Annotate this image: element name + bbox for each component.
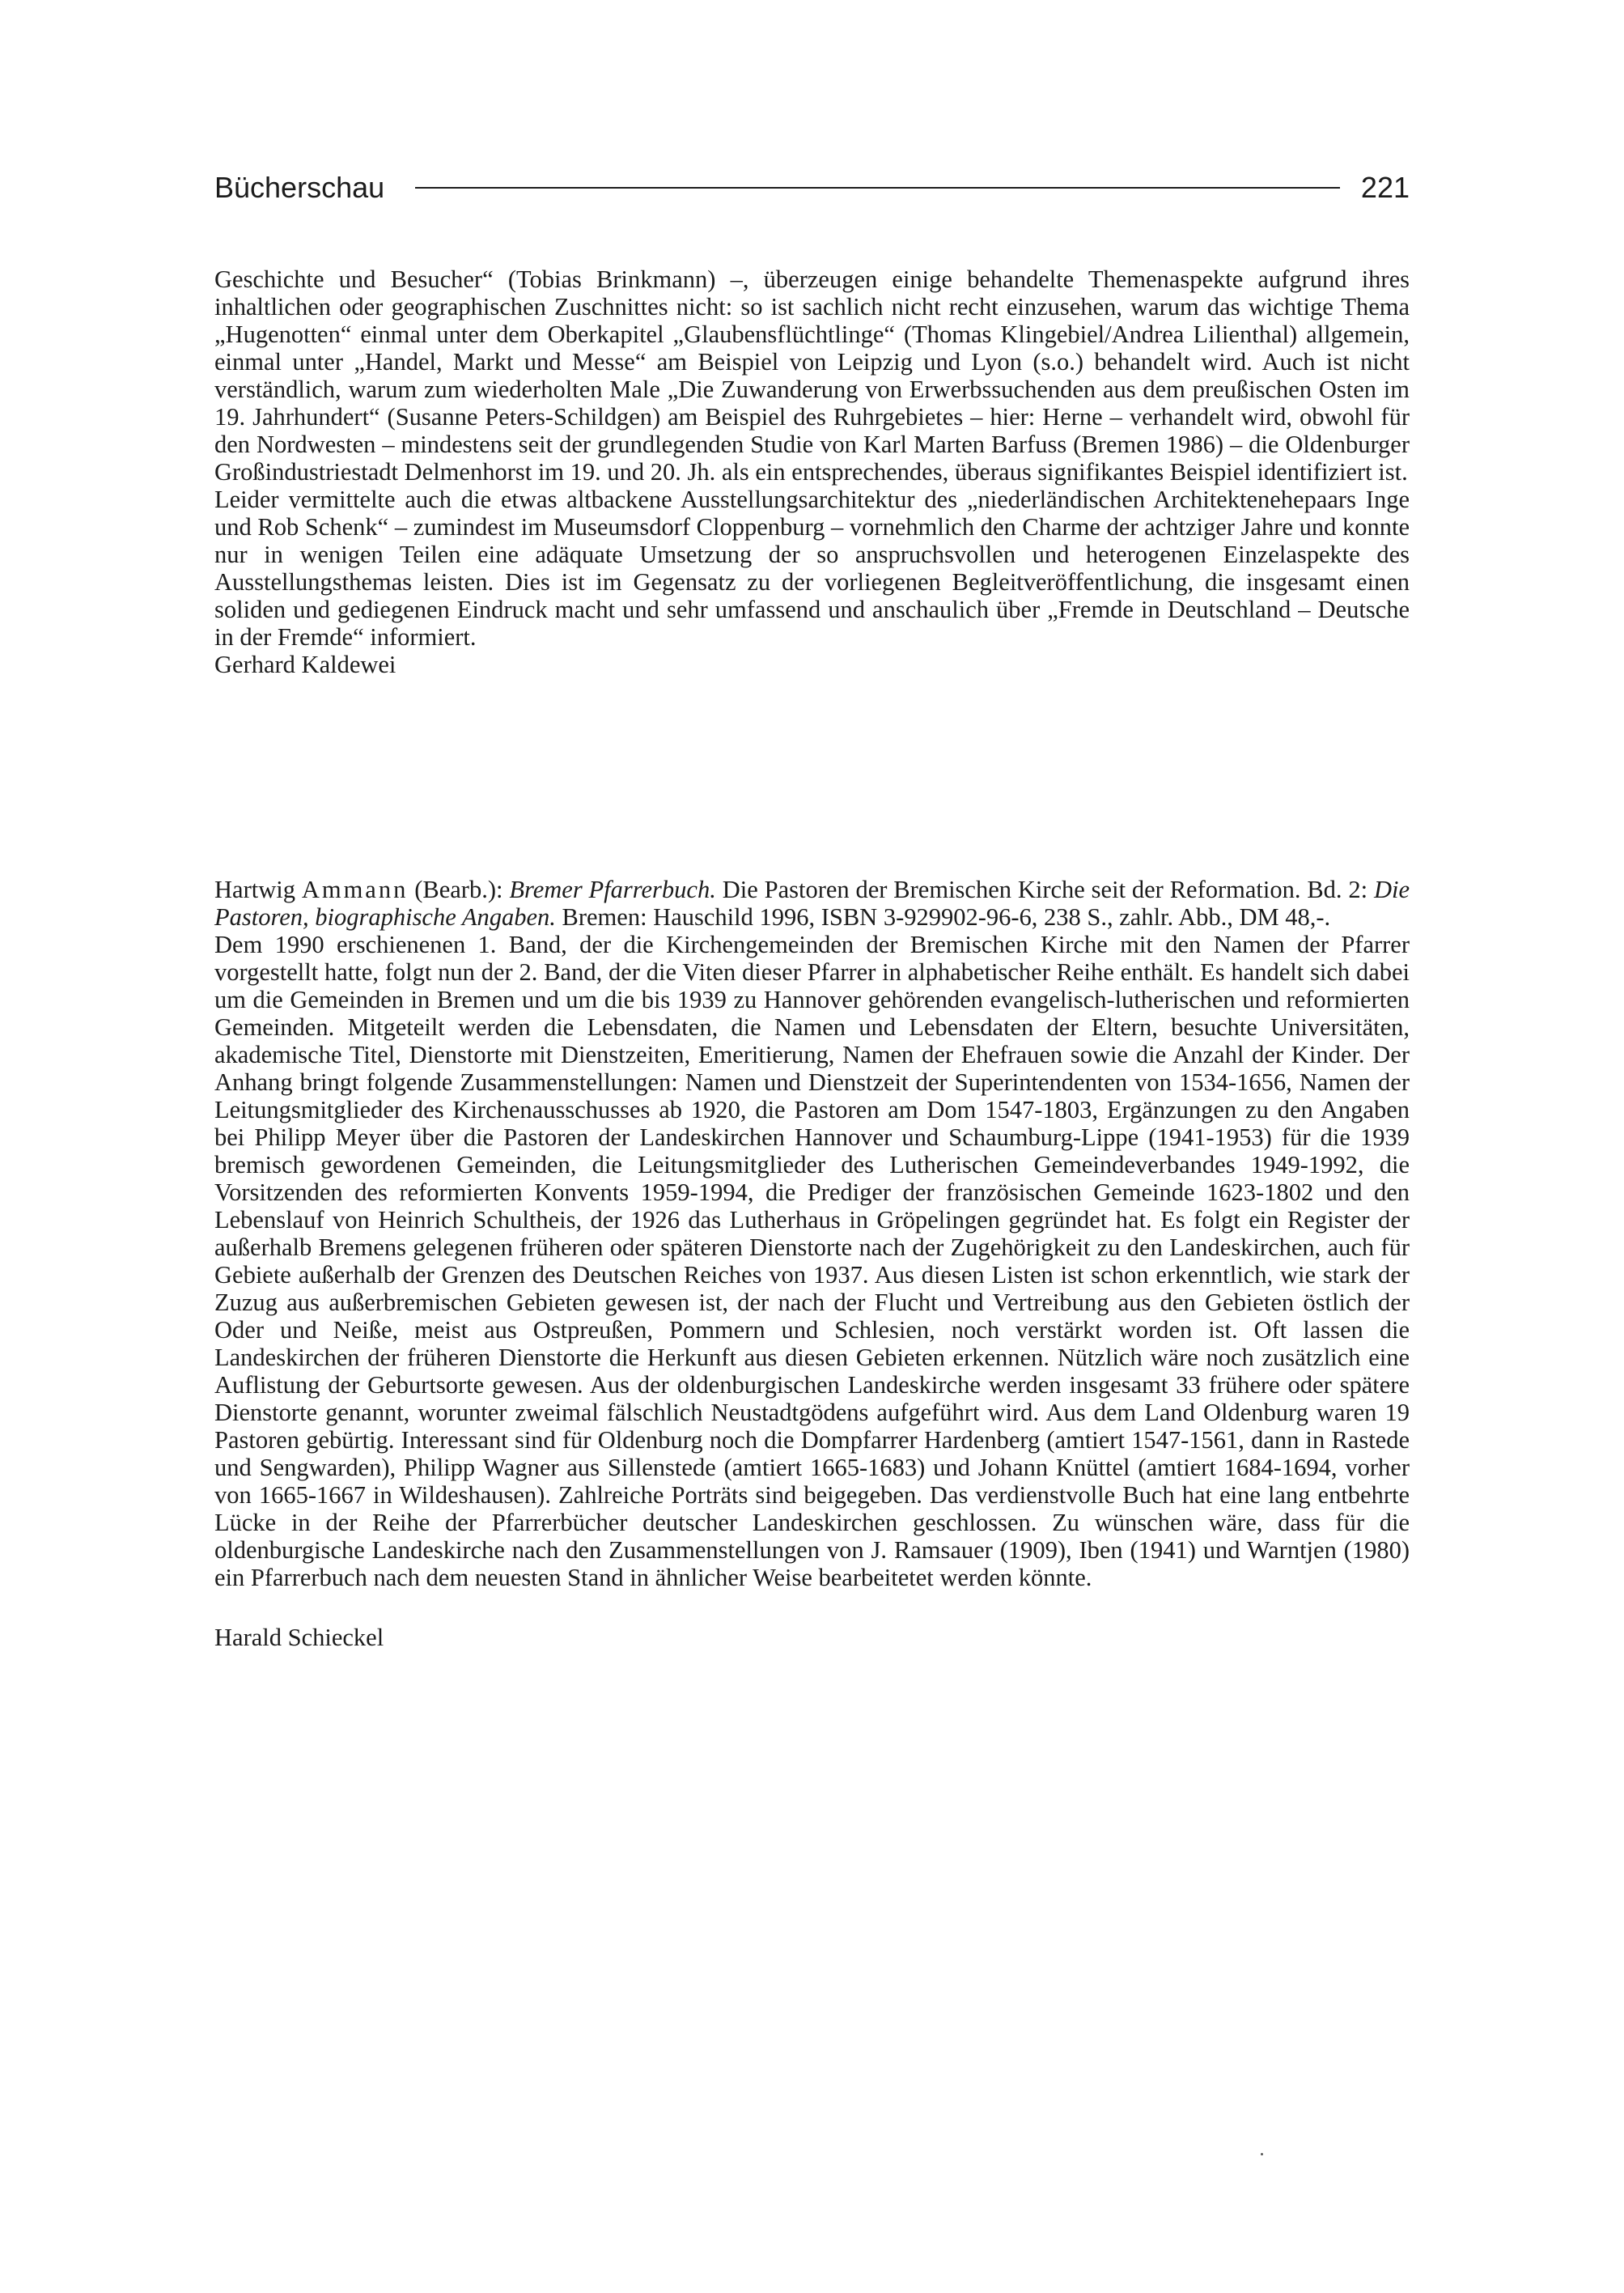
review1-paragraph-2: Leider vermittelte auch die etwas altbackene Ausstellungsarchitektur des „niederländischen Architektenehepaars Inge und Rob Schenk“ – zumindest im Museumsdorf Cloppenburg – vornehmlich den Charme der achtziger Jahre und konnte nur in wenigen Teilen eine adäquate Umsetzung der so anspruchsvollen und heterogenen Einzelaspekte des Ausstellungsthemas leisten. Dies ist im Gegensatz zu der vorliegenen Begleitveröffentlichung, die insgesamt einen soliden und gediegenen Eindruck macht und sehr umfassend und anschaulich über „Fremde in Deutschland – Deutsche in der Fremde“ informiert. — [214, 486, 1410, 651]
page-number: 221 — [1360, 171, 1410, 204]
citation-author-first: Hartwig — [214, 876, 295, 903]
scan-speck — [1261, 2153, 1263, 2155]
citation-volume-title: Die Pastoren, biographische Angaben. — [214, 876, 1410, 931]
citation-publication: Bremen: Hauschild 1996, ISBN 3-929902-96-6, 238 S., zahlr. Abb., DM 48,-. — [562, 903, 1331, 931]
citation-subtitle: Die Pastoren der Bremischen Kirche seit der Reformation. Bd. 2: — [722, 876, 1368, 903]
section-title: Bücherschau — [214, 171, 385, 204]
citation-role: (Bearb.): — [414, 876, 503, 903]
review-kaldewei — [214, 265, 1410, 678]
review1-signature: Gerhard Kaldewei — [214, 651, 396, 678]
citation-author-last: Ammann — [301, 876, 409, 903]
review2-body: Dem 1990 erschienenen 1. Band, der die Kirchengemeinden der Bremischen Kirche mit den Namen der Pfarrer vorgestellt hatte, folgt nun der 2. Band, der die Viten dieser Pfarrer in alphabetischer Reihe enthält. Es handelt sich dabei um die Gemeinden in Bremen und um die bis 1939 zu Hannover gehörenden evangelisch-lutherischen und reformierten Gemeinden. Mitgeteilt werden die Lebensdaten, die Namen und Lebensdaten der Eltern, besuchte Universitäten, akademische Titel, Dienstorte mit Dienstzeiten, Emeritierung, Namen der Ehefrauen sowie die Anzahl der Kinder. Der Anhang bringt folgende Zusammenstellungen: Namen und Dienstzeit der Superintendenten von 1534-1656, Namen der Leitungsmitglieder des Kirchenausschusses ab 1920, die Pastoren am Dom 1547-1803, Ergänzungen zu den Angaben bei Philipp Meyer über die Pastoren der Landeskirchen Hannover und Schaumburg-Lippe (1941-1953) für die 1939 bremisch gewordenen Gemeinden, die Leitungsmitglieder des Lutherischen Gemeindeverbandes 1949-1992, die Vorsitzenden des reformierten Konvents 1959-1994, die Prediger der französischen Gemeinde 1623-1802 und den Lebenslauf von Heinrich Schultheis, der 1926 das Lutherhaus in Gröpelingen gegründet hat. Es folgt ein Register der außerhalb Bremens gelegenen früheren oder späteren Dienstorte nach der Zugehörigkeit zu den Landeskirchen, auch für Gebiete außerhalb der Grenzen des Deutschen Reiches von 1937. Aus diesen Listen ist schon erkenntlich, wie stark der Zuzug aus außerbremischen Gebieten gewesen ist, der nach der Flucht und Vertreibung aus den Gebieten östlich der Oder und Neiße, meist aus Ostpreußen, Pommern und Schlesien, noch verstärkt worden ist. Oft lassen die Landeskirchen der früheren Dienstorte die Herkunft aus diesen Gebieten erkennen. Nützlich wäre noch zusätzlich eine Auflistung der Geburtsorte gewesen. Aus der oldenburgischen Landeskirche werden insgesamt 33 frühere oder spätere Dienstorte genannt, worunter zweimal fälschlich Neustadtgödens aufgeführt wird. Aus dem Land Oldenburg waren 19 Pastoren gebürtig. Interessant sind für Oldenburg noch die Dompfarrer Hardenberg (amtiert 1547-1561, dann in Rastede und Sengwarden), Philipp Wagner aus Sillenstede (amtiert 1665-1683) und Johann Knüttel (amtiert 1684-1694, vorher von 1665-1667 in Wildeshausen). Zahlreiche Porträts sind beigegeben. Das verdienstvolle Buch hat eine lang entbehrte Lücke in der Reihe der Pfarrerbücher deutscher Landeskirchen geschlossen. Zu wünschen wäre, dass für die oldenburgische Landeskirche nach den Zusammenstellungen von J. Ramsauer (1909), Iben (1941) und Warntjen (1980) ein Pfarrerbuch nach dem neuesten Stand in ähnlicher Weise bearbeitetet werden könnte. — [214, 931, 1410, 1591]
citation-title: Bremer Pfarrerbuch. — [509, 876, 716, 903]
review2-signature: Harald Schieckel — [214, 1624, 384, 1651]
review-schieckel — [214, 876, 1410, 1651]
review1-paragraph-1: Geschichte und Besucher“ (Tobias Brinkmann) –, überzeugen einige behandelte Themenaspekte aufgrund ihres inhaltlichen oder geographischen Zuschnittes nicht: so ist sachlich nicht recht einzusehen, warum das wichtige Thema „Hugenotten“ einmal unter dem Oberkapitel „Glaubensflüchtlinge“ (Thomas Klingebiel/Andrea Lilienthal) allgemein, einmal unter „Handel, Markt und Messe“ am Beispiel von Leipzig und Lyon (s.o.) behandelt wird. Auch ist nicht verständlich, warum zum wiederholten Male „Die Zuwanderung von Erwerbssuchenden aus dem preußischen Osten im 19. Jahrhundert“ (Susanne Peters-Schildgen) am Beispiel des Ruhrgebietes – hier: Herne – verhandelt wird, obwohl für den Nordwesten – mindestens seit der grundlegenden Studie von Karl Marten Barfuss (Bremen 1986) – die Oldenburger Großindustriestadt Delmenhorst im 19. und 20. Jh. als ein entsprechendes, überaus signifikantes Beispiel identifiziert ist. — [214, 265, 1410, 486]
running-header — [214, 163, 1410, 212]
book-citation — [214, 876, 1410, 931]
header-rule — [415, 187, 1340, 189]
